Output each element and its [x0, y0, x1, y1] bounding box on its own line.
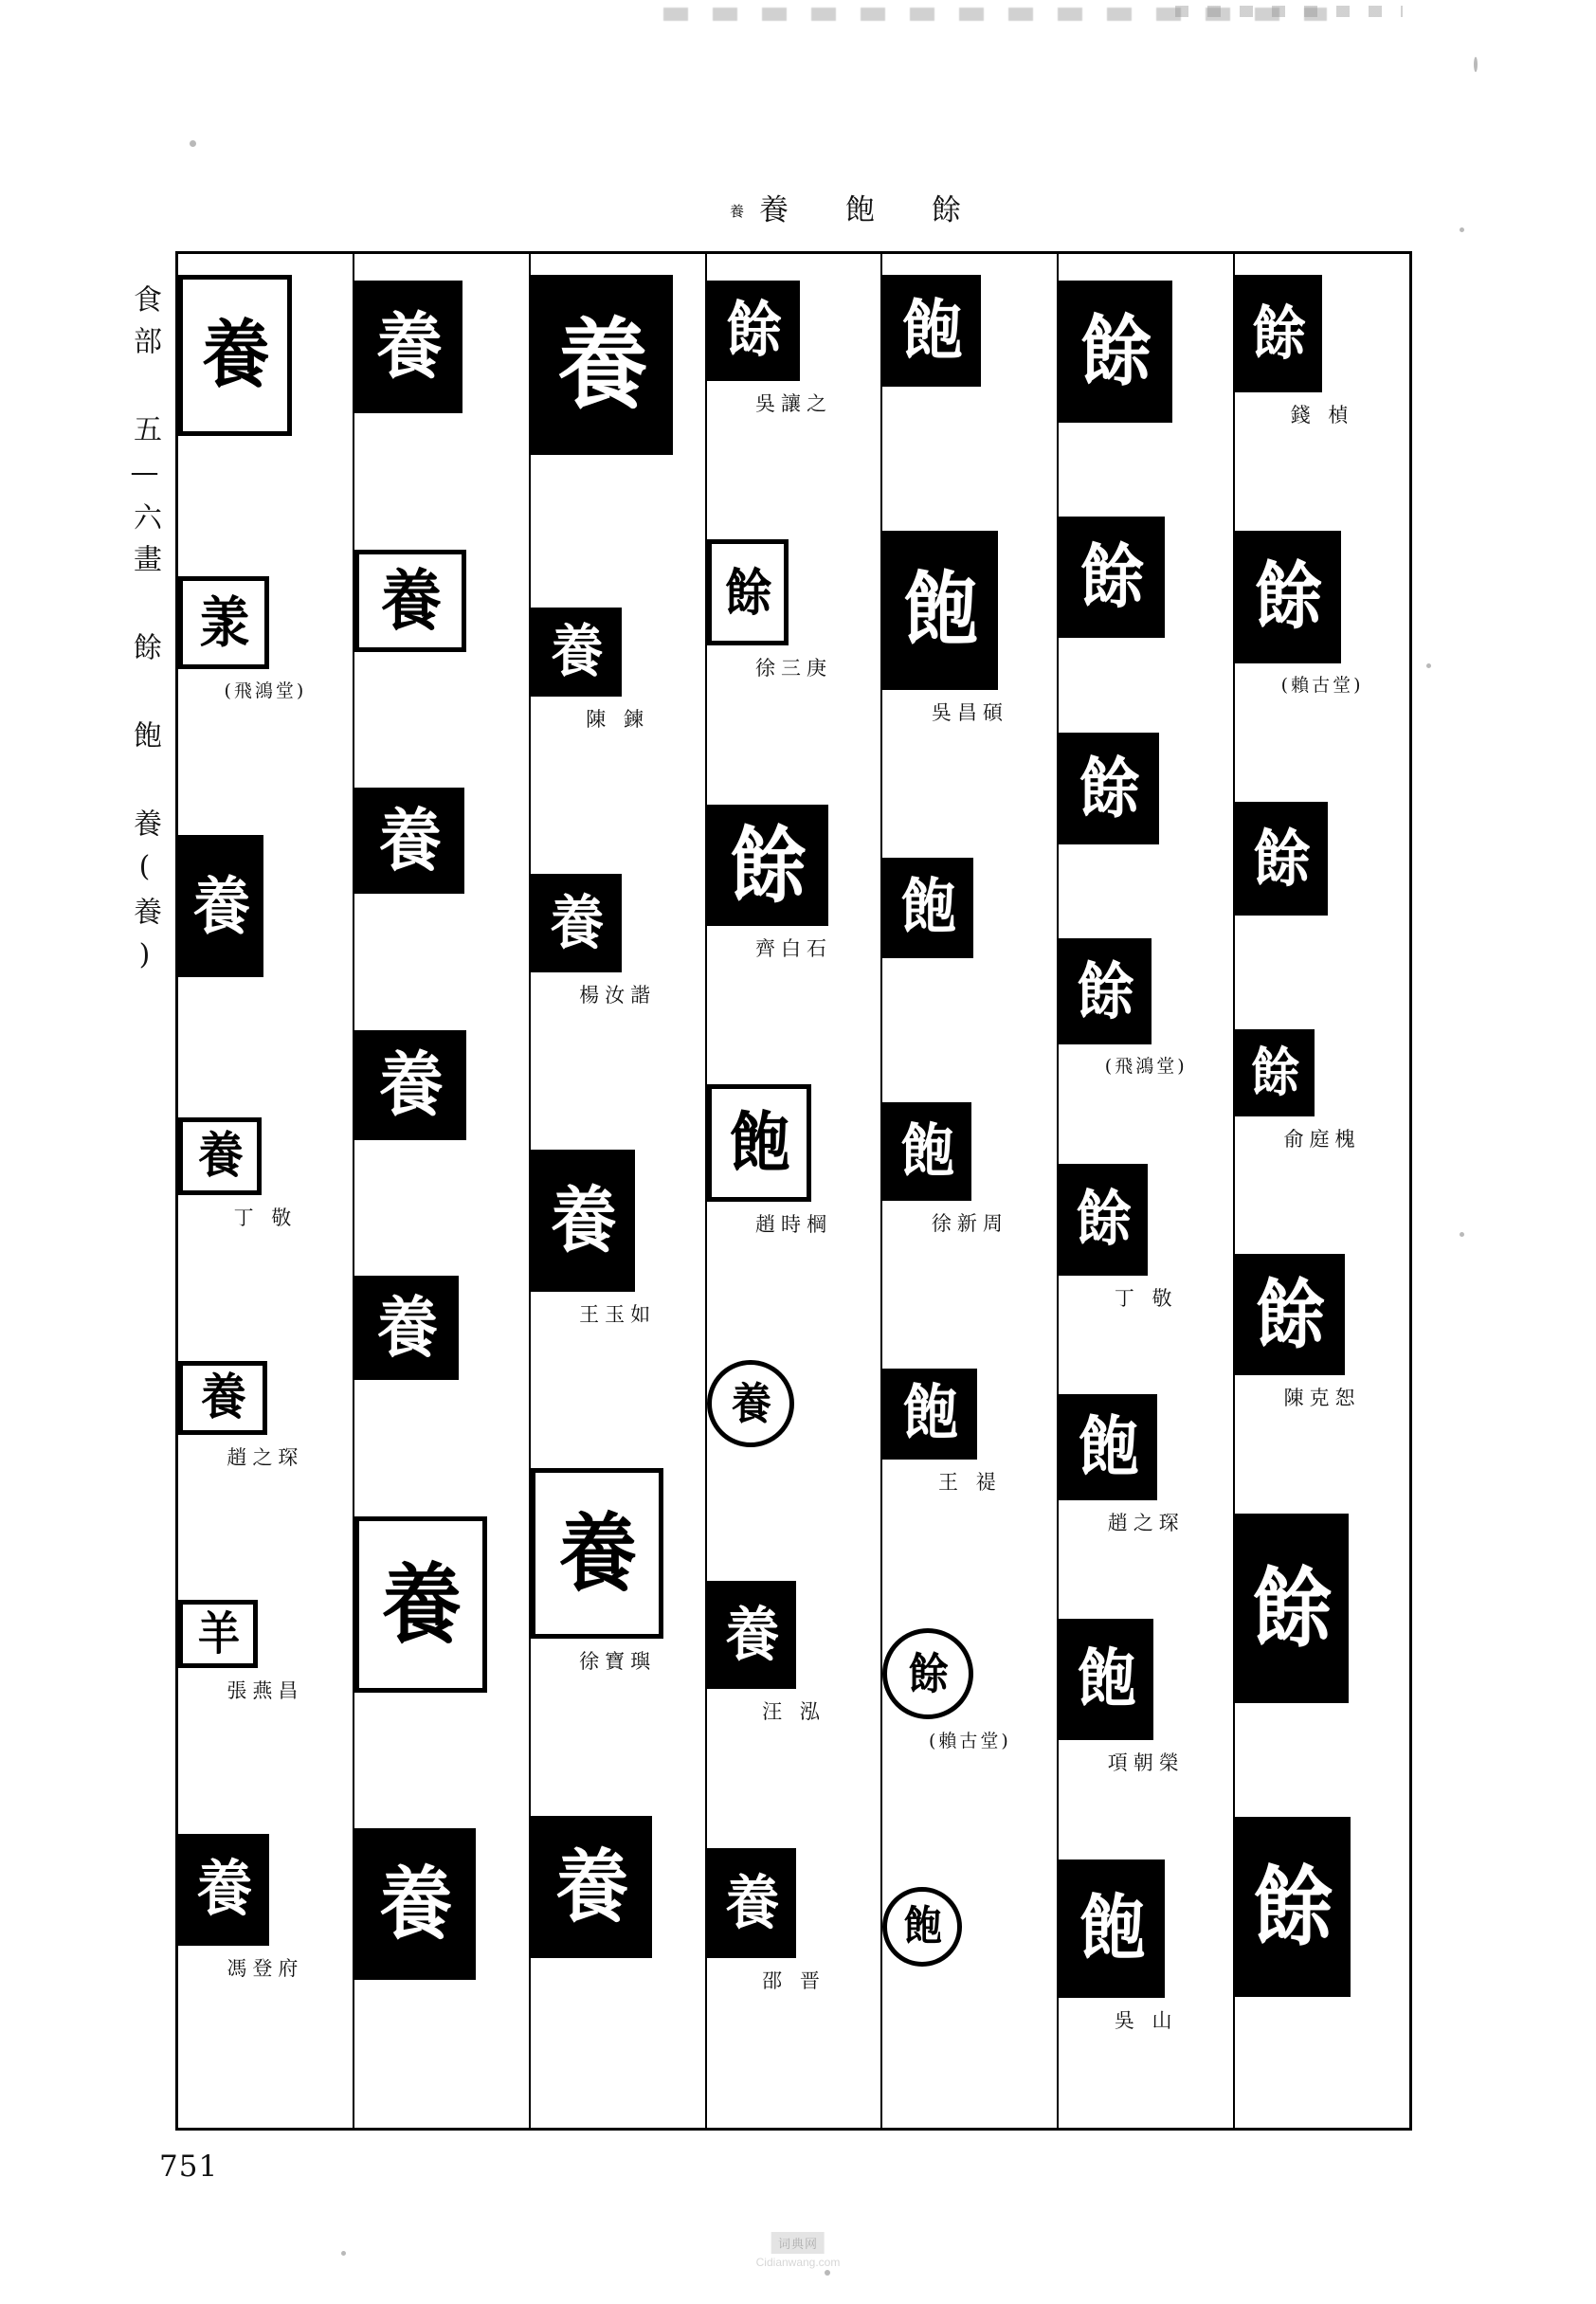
- seal-entry: [882, 1102, 1057, 1237]
- seal-impression: [1059, 1619, 1153, 1740]
- seal-entry: [531, 1468, 705, 1675]
- seal-entry: [707, 1848, 881, 1994]
- seal-character: 餘: [1256, 1270, 1325, 1360]
- seal-character: 餘: [724, 562, 771, 624]
- seal-character: 養: [196, 1853, 251, 1925]
- seal-character: 養: [378, 1043, 442, 1126]
- seal-character: 養: [381, 1552, 461, 1656]
- seal-entry: [707, 1581, 881, 1725]
- seal-entry: [531, 275, 705, 455]
- seal-entry: [531, 1150, 705, 1328]
- seal-impression: [178, 1361, 267, 1435]
- seal-impression: [531, 608, 622, 697]
- seal-entry: [354, 1030, 529, 1140]
- seal-entry: [354, 281, 529, 413]
- seal-artist-name: 徐新周: [931, 1211, 1008, 1235]
- seal-artist-name: 齊白石: [754, 936, 832, 960]
- watermark-url: Cidianwang.com: [755, 2256, 841, 2269]
- seal-column: [178, 254, 353, 2128]
- seal-artist-name: 陳克恕: [1283, 1387, 1361, 1410]
- seal-impression: [882, 531, 998, 690]
- seal-character: 養: [200, 1368, 245, 1426]
- seal-entry: [1235, 1514, 1409, 1703]
- seal-character: 飽: [1079, 1885, 1145, 1970]
- seal-character: 飽: [900, 1116, 954, 1186]
- seal-impression: [178, 1600, 258, 1668]
- seal-character: 餘: [1251, 1041, 1298, 1104]
- page-heading-superscript: 養: [730, 203, 747, 220]
- scan-speck: [1460, 1232, 1464, 1237]
- seal-impression: [354, 550, 466, 652]
- seal-entry: [354, 1276, 529, 1380]
- scan-speck: [1426, 663, 1431, 668]
- seal-character: 養: [550, 887, 603, 957]
- seal-impression: [178, 835, 263, 977]
- seal-artist-name: 徐寶璵: [579, 1650, 657, 1674]
- seal-artist-name: 馮登府: [227, 1956, 304, 1980]
- seal-entry: [707, 539, 881, 681]
- seal-artist-name: 王 禔: [938, 1471, 1002, 1495]
- seal-impression: [1235, 1514, 1349, 1703]
- seal-impression: [354, 1828, 476, 1980]
- seal-impression: [1235, 802, 1328, 916]
- seal-impression: [1059, 281, 1172, 423]
- seal-impression: [882, 1369, 977, 1460]
- seal-character: 餘: [1252, 299, 1305, 368]
- seal-character: 養: [551, 618, 602, 685]
- seal-impression: [1059, 938, 1152, 1044]
- seal-impression: [1059, 1164, 1148, 1276]
- seal-character: 餘: [1077, 954, 1134, 1029]
- seal-artist-name: 俞庭槐: [1283, 1127, 1361, 1151]
- seal-character: 飽: [1077, 1642, 1135, 1718]
- seal-impression: [354, 788, 464, 894]
- seal-entry: [1059, 1619, 1233, 1776]
- watermark: [756, 2232, 841, 2269]
- seal-impression: [531, 275, 673, 455]
- seal-impression: [707, 1084, 811, 1202]
- seal-character: 餘: [729, 815, 806, 915]
- seal-entry: [882, 858, 1057, 958]
- radical-stroke-label: 食部 五—六畫 餘 飽 養(養): [128, 284, 161, 985]
- seal-artist-name: 吳讓之: [754, 392, 832, 415]
- seal-impression: [178, 1117, 262, 1195]
- seal-entry: [354, 550, 529, 652]
- seal-artist-name: 汪 泓: [762, 1700, 825, 1724]
- seal-entry: [882, 1887, 1057, 1967]
- seal-impression: [531, 1468, 663, 1639]
- seal-character: 飽: [900, 872, 955, 944]
- seal-entry: [178, 1834, 353, 1982]
- seal-impression: [1235, 1254, 1345, 1375]
- seal-impression: [882, 1628, 973, 1719]
- seal-character: 餘: [1080, 306, 1152, 397]
- seal-impression: [1059, 733, 1159, 844]
- seal-character: 飽: [904, 1902, 941, 1951]
- seal-entry: [882, 275, 1057, 387]
- seal-character: 養: [380, 560, 441, 640]
- seal-character: 飽: [1079, 1406, 1138, 1486]
- seal-entry: [882, 1628, 1057, 1752]
- seal-character: 養: [554, 1840, 627, 1934]
- seal-entry: [1235, 1817, 1409, 1997]
- seal-impression: [1235, 1029, 1315, 1116]
- seal-entry: [178, 835, 353, 977]
- seal-impression: [882, 1102, 971, 1201]
- seal-character: 飽: [729, 1102, 789, 1182]
- seal-character: 養: [376, 1288, 437, 1368]
- seal-character: 餘: [1079, 748, 1139, 827]
- seal-entry: [1235, 802, 1409, 916]
- seal-character: 養: [731, 1378, 770, 1430]
- seal-artist-name: 趙之琛: [1107, 1511, 1185, 1534]
- seal-artist-name: 邵 晋: [762, 1968, 825, 1992]
- scan-speck: [190, 140, 196, 147]
- seal-character: 養: [379, 1857, 451, 1951]
- seal-artist-name: 趙之琛: [227, 1445, 304, 1469]
- seal-entry: [1059, 733, 1233, 844]
- page-number: 751: [159, 2150, 219, 2184]
- seal-character: 養: [724, 1600, 778, 1670]
- seal-entry: [1235, 1029, 1409, 1152]
- seal-impression: [178, 576, 269, 669]
- seal-artist-name: 張燕昌: [227, 1679, 304, 1703]
- seal-entry: [178, 576, 353, 702]
- seal-artist-name: 吳昌碩: [931, 700, 1008, 724]
- seal-entry: [178, 1600, 353, 1704]
- seal-entry: [1059, 517, 1233, 638]
- seal-entry: [707, 805, 881, 962]
- seal-impression: [882, 1887, 962, 1967]
- page-heading-char-3: 餘: [932, 193, 964, 227]
- seal-impression: [1235, 1817, 1351, 1997]
- seal-entry: [178, 1117, 353, 1231]
- seal-entry: [531, 874, 705, 1008]
- seal-character: 養: [724, 1867, 778, 1937]
- seal-entry: [1235, 1254, 1409, 1411]
- seal-artist-name: 吳 山: [1114, 2008, 1178, 2032]
- seal-character: 餘: [1076, 1183, 1131, 1255]
- seal-impression: [882, 275, 981, 387]
- seal-character: 飽: [902, 291, 962, 370]
- seal-entry: [1059, 281, 1233, 423]
- seal-artist-name: 徐三庚: [754, 657, 832, 680]
- seal-impression: [178, 275, 292, 436]
- seal-character: 羕: [199, 590, 248, 656]
- seal-table: [175, 251, 1412, 2131]
- seal-artist-name: (飛鴻堂): [1104, 1056, 1188, 1078]
- watermark-label: 词典网: [771, 2232, 825, 2254]
- seal-character: 養: [550, 1177, 615, 1262]
- seal-artist-name: (飛鴻堂): [224, 680, 307, 702]
- seal-character: 養: [558, 1503, 636, 1605]
- seal-entry: [354, 1516, 529, 1693]
- seal-impression: [1235, 531, 1341, 663]
- seal-artist-name: (賴古堂): [1280, 674, 1364, 696]
- scan-speck: [1460, 227, 1464, 232]
- seal-entry: [354, 788, 529, 894]
- seal-column: [705, 254, 881, 2128]
- seal-entry: [1235, 531, 1409, 697]
- seal-entry: [707, 281, 881, 417]
- seal-impression: [882, 858, 973, 958]
- seal-impression: [1059, 1394, 1157, 1500]
- seal-character: 養: [202, 312, 268, 398]
- seal-impression: [354, 1276, 459, 1380]
- seal-artist-name: 楊汝諧: [579, 983, 657, 1007]
- seal-artist-name: 錢 楨: [1290, 404, 1354, 426]
- seal-impression: [707, 805, 828, 926]
- seal-character: 餘: [1253, 1856, 1333, 1959]
- seal-impression: [707, 1581, 796, 1689]
- seal-entry: [1059, 1860, 1233, 2034]
- seal-column: [353, 254, 529, 2128]
- seal-character: 養: [378, 800, 441, 881]
- seal-entry: [531, 608, 705, 733]
- seal-impression: [531, 1816, 652, 1958]
- seal-character: 餘: [1080, 536, 1144, 619]
- seal-impression: [707, 1848, 796, 1958]
- seal-character: 養: [192, 868, 249, 943]
- seal-entry: [178, 275, 353, 436]
- seal-entry: [178, 1361, 353, 1471]
- seal-entry: [1059, 1164, 1233, 1312]
- seal-impression: [707, 1360, 794, 1447]
- seal-character: 養: [375, 304, 441, 389]
- seal-character: 飽: [902, 1378, 957, 1450]
- scan-speck: [1474, 57, 1478, 72]
- seal-artist-name: 趙時棡: [754, 1212, 832, 1236]
- scan-speck: [825, 2270, 830, 2276]
- seal-column: [880, 254, 1057, 2128]
- seal-artist-name: 王玉如: [579, 1302, 657, 1326]
- seal-character: 餘: [1255, 553, 1322, 640]
- seal-impression: [354, 281, 462, 413]
- scan-dust-top-right: [1175, 6, 1403, 17]
- scan-speck: [341, 2251, 346, 2256]
- seal-impression: [178, 1834, 269, 1946]
- seal-column: [529, 254, 705, 2128]
- seal-column: [1057, 254, 1233, 2128]
- seal-impression: [354, 1516, 487, 1693]
- page-heading: [730, 186, 1043, 228]
- seal-impression: [531, 1150, 635, 1292]
- seal-character: 羊: [197, 1607, 239, 1661]
- seal-artist-name: 項朝榮: [1107, 1751, 1185, 1775]
- seal-impression: [1235, 275, 1322, 392]
- seal-entry: [1235, 275, 1409, 428]
- seal-entry: [707, 1360, 881, 1447]
- seal-character: 餘: [1253, 821, 1310, 896]
- seal-impression: [1059, 517, 1165, 638]
- seal-entry: [1059, 1394, 1233, 1536]
- seal-character: 餘: [726, 295, 781, 366]
- seal-entry: [707, 1084, 881, 1238]
- seal-character: 餘: [909, 1647, 948, 1699]
- seal-impression: [531, 874, 622, 972]
- seal-impression: [354, 1030, 466, 1140]
- seal-artist-name: 丁 敬: [1114, 1286, 1178, 1310]
- page-heading-char-1: 養: [759, 193, 791, 227]
- seal-entry: [882, 531, 1057, 726]
- seal-entry: [882, 1369, 1057, 1496]
- seal-entry: [1059, 938, 1233, 1078]
- seal-impression: [1059, 1860, 1165, 1998]
- seal-artist-name: (賴古堂): [928, 1730, 1011, 1751]
- seal-column: [1233, 254, 1409, 2128]
- seal-character: 餘: [1252, 1557, 1332, 1660]
- seal-artist-name: 陳 鍊: [586, 707, 649, 731]
- seal-impression: [707, 281, 800, 381]
- seal-entry: [531, 1816, 705, 1958]
- seal-character: 養: [197, 1127, 242, 1186]
- page-heading-char-2: 飽: [845, 193, 878, 227]
- seal-character: 飽: [903, 561, 978, 658]
- seal-impression: [707, 539, 789, 645]
- seal-entry: [354, 1828, 529, 1980]
- seal-character: 養: [556, 306, 646, 423]
- seal-artist-name: 丁 敬: [233, 1206, 298, 1230]
